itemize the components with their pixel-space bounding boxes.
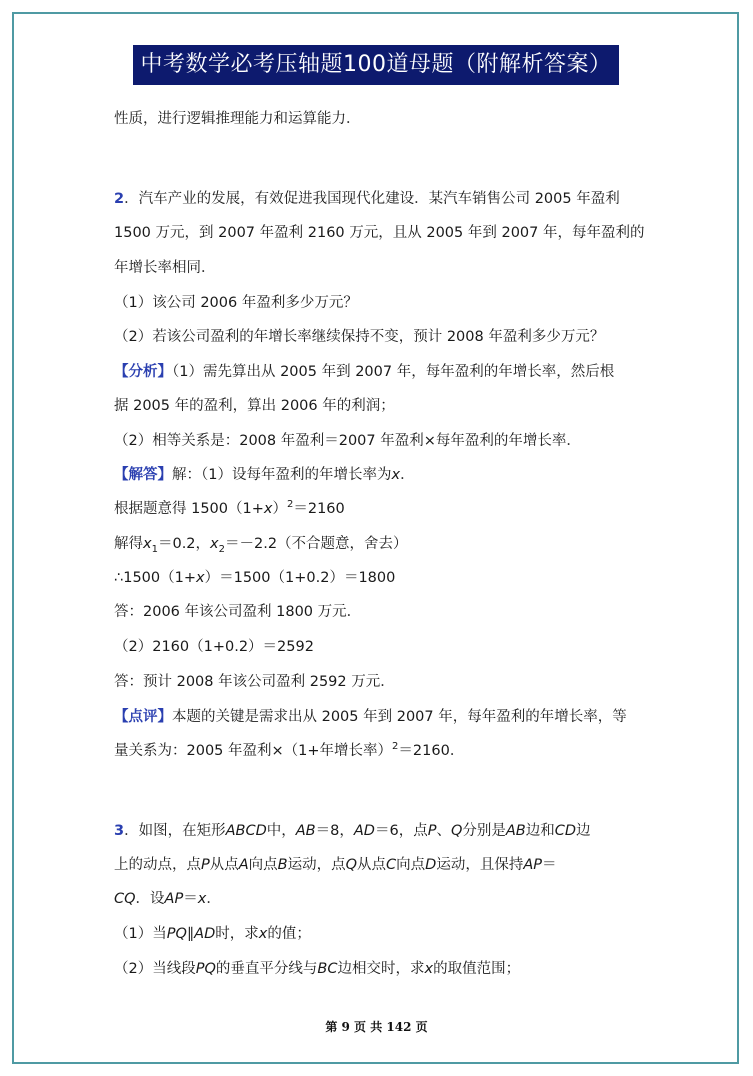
- answer-line: 【解答】解：（1）设每年盈利的年增长率为x．: [114, 467, 415, 483]
- text-line: 据 2005 年的盈利，算出 2006 年的利润；: [114, 398, 395, 414]
- equation-line: 解得$x_1=0.2$，$x_2=-2.2$（不合题意，舍去）: [114, 536, 408, 555]
- comment-line: 【点评】本题的关键是需求出从 2005 年到 2007 年，每年盈利的年增长率，等: [114, 709, 627, 725]
- text-line: 上的动点，点P从点A向点B运动，点Q从点C向点D运动，且保持AP＝: [114, 857, 557, 873]
- text-line: （2）2160（1+0.2）＝2592: [114, 639, 314, 655]
- comment-tag: 【点评】: [114, 709, 172, 725]
- text-line: 1500 万元，到 2007 年盈利 2160 万元，且从 2005 年到 2007 年，每年盈利的: [114, 225, 645, 241]
- equation-line: 根据题意得 $1500(1+x)^2=2160$: [114, 499, 345, 517]
- analysis-line: 【分析】（1）需先算出从 2005 年到 2007 年，每年盈利的年增长率，然后根: [114, 364, 615, 380]
- equation-line: ∴1500（1+x）＝1500（1+0.2）＝1800: [114, 570, 396, 586]
- text-line: （2）当线段PQ的垂直平分线与BC边相交时，求x的取值范围；: [114, 961, 521, 977]
- analysis-tag: 【分析】: [114, 364, 172, 380]
- question-2-line: 2．汽车产业的发展，有效促进我国现代化建设．某汽车销售公司 2005 年盈利: [114, 191, 620, 207]
- text-line: 性质，进行逻辑推理能力和运算能力．: [114, 111, 361, 127]
- question-number: 3: [114, 823, 125, 839]
- text-line: 答：预计 2008 年该公司盈利 2592 万元．: [114, 674, 395, 690]
- text-line: 答：2006 年该公司盈利 1800 万元．: [114, 604, 362, 620]
- text-line: （1）当PQ∥AD时，求x的值；: [114, 926, 311, 942]
- text-line: 年增长率相同．: [114, 260, 216, 276]
- text-line: （2）相等关系是：2008 年盈利＝2007 年盈利×每年盈利的年增长率．: [114, 433, 581, 449]
- text-line: （1）该公司 2006 年盈利多少万元？: [114, 295, 358, 311]
- answer-tag: 【解答】: [114, 467, 172, 483]
- question-3-line: 3．如图，在矩形ABCD中，AB＝8，AD＝6，点P、Q分别是AB边和CD边: [114, 823, 591, 839]
- question-number: 2: [114, 191, 125, 207]
- text-line: （2）若该公司盈利的年增长率继续保持不变，预计 2008 年盈利多少万元？: [114, 329, 605, 345]
- page-footer: 第 9 页 共 142 页: [325, 1020, 428, 1034]
- title-banner: 中考数学必考压轴题100道母题（附解析答案）: [133, 45, 619, 85]
- text-line: 量关系为：2005 年盈利×（1+年增长率）$^2$＝2160．: [114, 741, 465, 759]
- text-line: CQ．设AP＝x．: [114, 891, 221, 907]
